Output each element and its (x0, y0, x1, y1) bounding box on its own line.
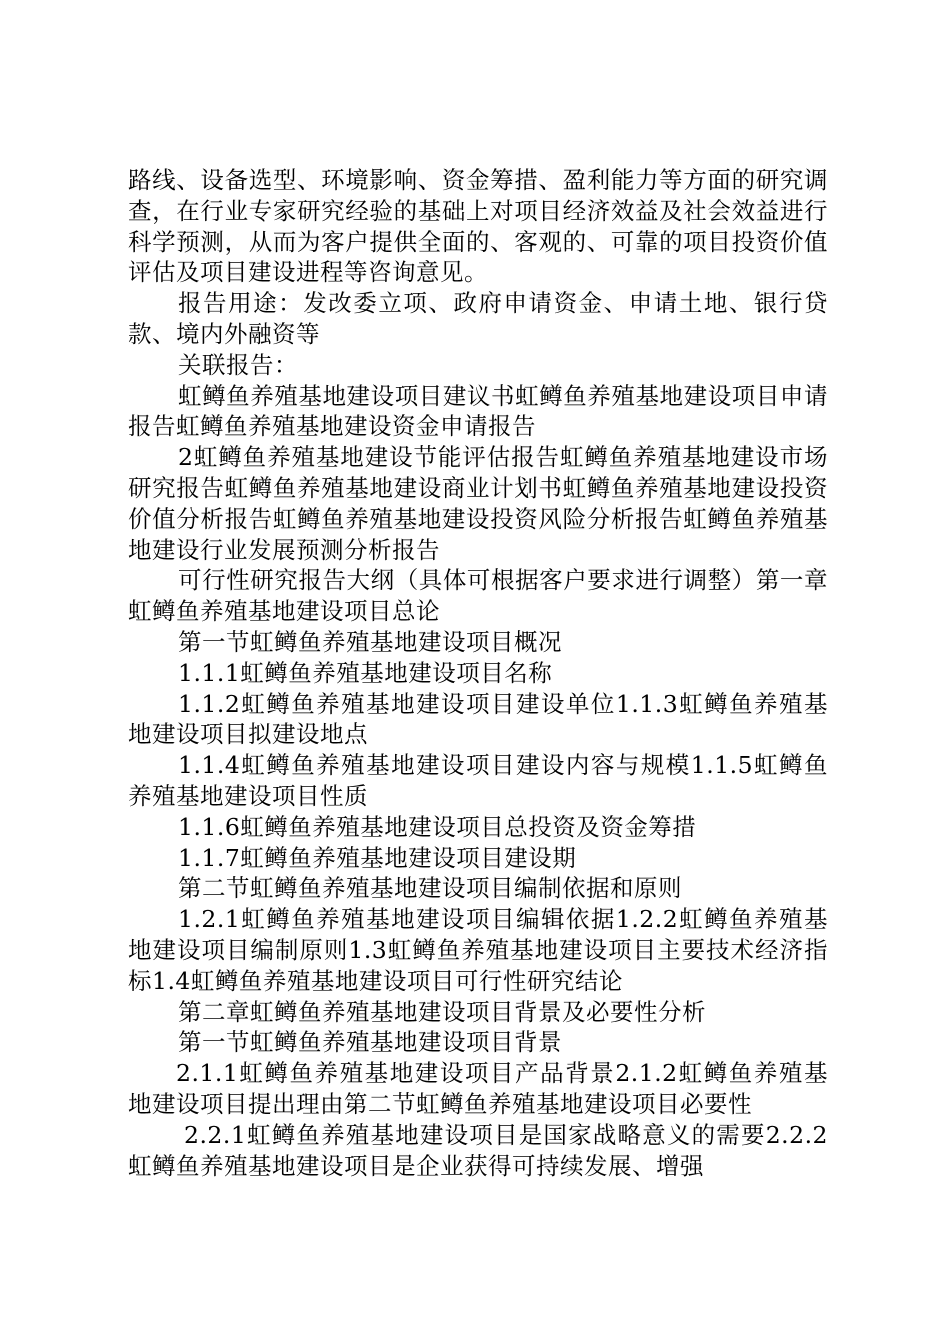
paragraph-related-reports-2: 2虹鳟鱼养殖基地建设节能评估报告虹鳟鱼养殖基地建设市场研究报告虹鳟鱼养殖基地建设商业计划书虹鳟鱼养殖基地建设投资价值分析报告虹鳟鱼养殖基地建设投资风险分析报告虹鳟鱼养殖基地建设行业发展预测分析报告 (128, 443, 828, 564)
outline-item-1-1-2: 1.1.2虹鳟鱼养殖基地建设项目建设单位1.1.3虹鳟鱼养殖基地建设项目拟建设地点 (128, 689, 828, 749)
paragraph-report-usage: 报告用途：发改委立项、政府申请资金、申请土地、银行贷款、境内外融资等 (128, 289, 828, 348)
outline-item-1-1-4: 1.1.4虹鳟鱼养殖基地建设项目建设内容与规模1.1.5虹鳟鱼养殖基地建设项目性质 (128, 751, 828, 810)
section-heading-1-2: 第二节虹鳟鱼养殖基地建设项目编制依据和原则 (178, 874, 682, 903)
chapter-heading-2: 第二章虹鳟鱼养殖基地建设项目背景及必要性分析 (178, 997, 706, 1026)
paragraph-related-reports-heading: 关联报告： (178, 350, 298, 379)
outline-item-2-2-1: 2.2.1虹鳟鱼养殖基地建设项目是国家战略意义的需要2.2.2虹鳟鱼养殖基地建设项目是企业获得可持续发展、增强 (128, 1120, 828, 1180)
outline-item-1-1-6: 1.1.6虹鳟鱼养殖基地建设项目总投资及资金筹措 (178, 812, 697, 841)
paragraph-related-reports-1: 虹鳟鱼养殖基地建设项目建议书虹鳟鱼养殖基地建设项目申请报告虹鳟鱼养殖基地建设资金申请报告 (128, 381, 828, 441)
paragraph-intro-continuation: 路线、设备选型、环境影响、资金筹措、盈利能力等方面的研究调查，在行业专家研究经验的基础上对项目经济效益及社会效益进行科学预测，从而为客户提供全面的、客观的、可靠的项目投资价值评估及项目建设进程等咨询意见。 (128, 166, 828, 287)
outline-item-1-1-1: 1.1.1虹鳟鱼养殖基地建设项目名称 (178, 658, 553, 687)
outline-item-2-1-1: 2.1.1虹鳟鱼养殖基地建设项目产品背景2.1.2虹鳟鱼养殖基地建设项目提出理由第二节虹鳟鱼养殖基地建设项目必要性 (128, 1059, 828, 1118)
outline-item-1-2-1: 1.2.1虹鳟鱼养殖基地建设项目编辑依据1.2.2虹鳟鱼养殖基地建设项目编制原则1.3虹鳟鱼养殖基地建设项目主要技术经济指标1.4虹鳟鱼养殖基地建设项目可行性研究结论 (128, 905, 828, 995)
section-heading-1-1: 第一节虹鳟鱼养殖基地建设项目概况 (178, 627, 562, 656)
paragraph-outline-intro: 可行性研究报告大纲（具体可根据客户要求进行调整）第一章虹鳟鱼养殖基地建设项目总论 (128, 566, 828, 626)
document-body (128, 165, 828, 1181)
section-heading-2-1: 第一节虹鳟鱼养殖基地建设项目背景 (178, 1028, 562, 1057)
outline-item-1-1-7: 1.1.7虹鳟鱼养殖基地建设项目建设期 (178, 843, 577, 872)
